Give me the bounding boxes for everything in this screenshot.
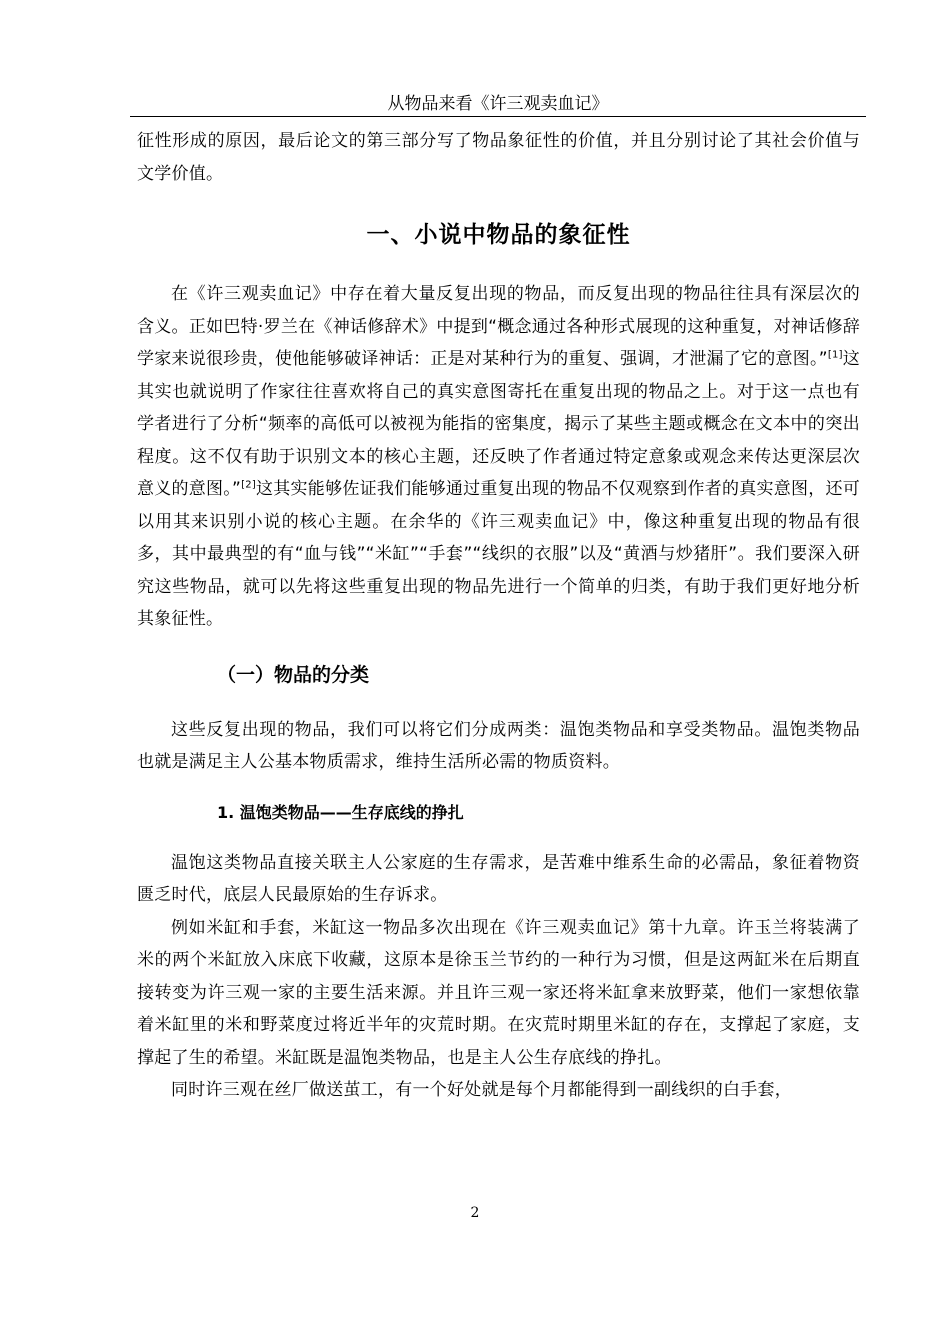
survival-paragraph: 温饱这类物品直接关联主人公家庭的生存需求，是苦难中维系生命的必需品，象征着物资匮乏时代，底层人民最原始的生存诉求。 xyxy=(137,852,860,905)
classification-paragraph: 这些反复出现的物品，我们可以将它们分成两类：温饱类物品和享受类物品。温饱类物品也就是满足主人公基本物质需求，维持生活所必需的物质资料。 xyxy=(137,719,860,772)
section-title: 一、小说中物品的象征性 xyxy=(366,222,631,248)
section-paragraph-part2: 这其实也就说明了作家往往喜欢将自己的真实意图寄托在重复出现的物品之上。对于这一点也有学者进行了分析“频率的高低可以被视为能指的密集度，揭示了某些主题或概念在文本中的突出程度。这不仅有助于识别文本的核心主题，还反映了作者通过特定意象或观念来传达更深层次意义的意图。” xyxy=(137,349,861,499)
page-number: 2 xyxy=(470,1205,480,1221)
intro-paragraph: 征性形成的原因，最后论文的第三部分写了物品象征性的价值，并且分别讨论了其社会价值与文学价值。 xyxy=(137,131,860,184)
subsection-title: （一）物品的分类 xyxy=(217,663,370,686)
section-paragraph xyxy=(137,278,860,636)
page-content xyxy=(137,125,860,1107)
subsubsection-title: 1. 温饱类物品——生存底线的挣扎 xyxy=(217,802,464,822)
section-paragraph-part1: 在《许三观卖血记》中存在着大量反复出现的物品，而反复出现的物品往往具有深层次的含义。正如巴特·罗兰在《神话修辞术》中提到“概念通过各种形式展现的这种重复，对神话修辞学家来说很珍贵，使他能够破译神话：正是对某种行为的重复、强调，才泄漏了它的意图。” xyxy=(137,284,860,369)
ricejar-paragraph: 例如米缸和手套，米缸这一物品多次出现在《许三观卖血记》第十九章。许玉兰将装满了米的两个米缸放入床底下收藏，这原本是徐玉兰节约的一种行为习惯，但是这两缸米在后期直接转变为许三观一家的主要生活来源。并且许三观一家还将米缸拿来放野菜，他们一家想依靠着米缸里的米和野菜度过将近半年的灾荒时期。在灾荒时期里米缸的存在，支撑起了家庭，支撑起了生的希望。米缸既是温饱类物品，也是主人公生存底线的挣扎。 xyxy=(137,917,860,1068)
citation-1: [1] xyxy=(827,349,843,361)
header-rule xyxy=(130,116,866,117)
running-header: 从物品来看《许三观卖血记》 xyxy=(387,94,609,114)
gloves-paragraph: 同时许三观在丝厂做送茧工，有一个好处就是每个月都能得到一副线织的白手套， xyxy=(171,1080,792,1100)
section-paragraph-part3: 这其实能够佐证我们能够通过重复出现的物品不仅观察到作者的真实意图，还可以用其来识别小说的核心主题。在余华的《许三观卖血记》中，像这种重复出现的物品有很多，其中最典型的有“血与钱”“米缸”“手套”“线织的衣服”以及“黄酒与炒猪肝”。我们要深入研究这些物品，就可以先将这些重复出现的物品先进行一个简单的归类，有助于我们更好地分析其象征性。 xyxy=(137,479,861,629)
citation-2: [2] xyxy=(241,479,257,491)
